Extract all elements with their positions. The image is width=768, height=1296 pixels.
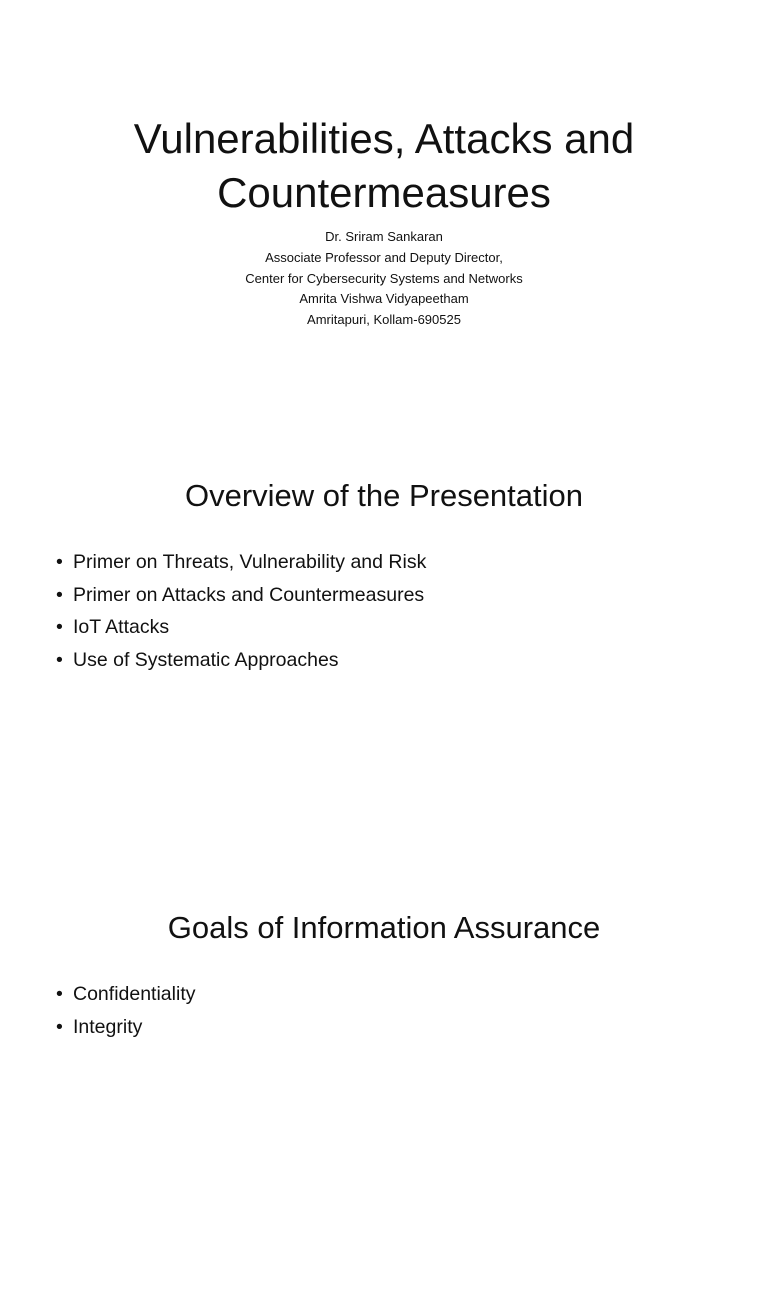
title-slide bbox=[0, 0, 768, 432]
list-item-text: Primer on Attacks and Countermeasures bbox=[73, 583, 425, 606]
list-item-text: IoT Attacks bbox=[73, 616, 170, 638]
author-name: Dr. Sriram Sankaran bbox=[325, 229, 443, 244]
list-item-text: Integrity bbox=[73, 1015, 143, 1038]
bullet-icon: • bbox=[56, 983, 63, 1005]
slide-title: Overview of the Presentation bbox=[184, 478, 584, 513]
slide-title: Goals of Information Assurance bbox=[167, 910, 601, 945]
list-item bbox=[56, 644, 736, 677]
list-item-text: Confidentiality bbox=[73, 983, 196, 1005]
title-line-1: Vulnerabilities, Attacks and bbox=[133, 115, 635, 162]
bullet-icon: • bbox=[56, 551, 63, 573]
list-item bbox=[56, 978, 736, 1011]
list-item bbox=[56, 579, 736, 612]
list-item-text: Use of Systematic Approaches bbox=[73, 648, 339, 671]
author-address: Amritapuri, Kollam-690525 bbox=[307, 312, 461, 328]
bullet-icon: • bbox=[56, 583, 63, 606]
presentation-title bbox=[0, 112, 768, 220]
bullet-icon: • bbox=[56, 1015, 63, 1038]
author-center: Center for Cybersecurity Systems and Networks bbox=[245, 270, 523, 286]
overview-slide bbox=[0, 432, 768, 864]
list-item-text: Primer on Threats, Vulnerability and Risk bbox=[73, 551, 427, 573]
author-info bbox=[0, 227, 768, 331]
bullet-list bbox=[56, 978, 736, 1043]
list-item bbox=[56, 1011, 736, 1044]
list-item bbox=[56, 611, 736, 644]
bullet-list bbox=[56, 546, 736, 676]
title-line-2: Countermeasures bbox=[217, 169, 551, 216]
goals-slide bbox=[0, 864, 768, 1296]
bullet-icon: • bbox=[56, 616, 63, 638]
bullet-icon: • bbox=[56, 648, 63, 671]
author-university: Amrita Vishwa Vidyapeetham bbox=[299, 291, 469, 307]
list-item bbox=[56, 546, 736, 579]
author-role: Associate Professor and Deputy Director, bbox=[265, 249, 503, 265]
